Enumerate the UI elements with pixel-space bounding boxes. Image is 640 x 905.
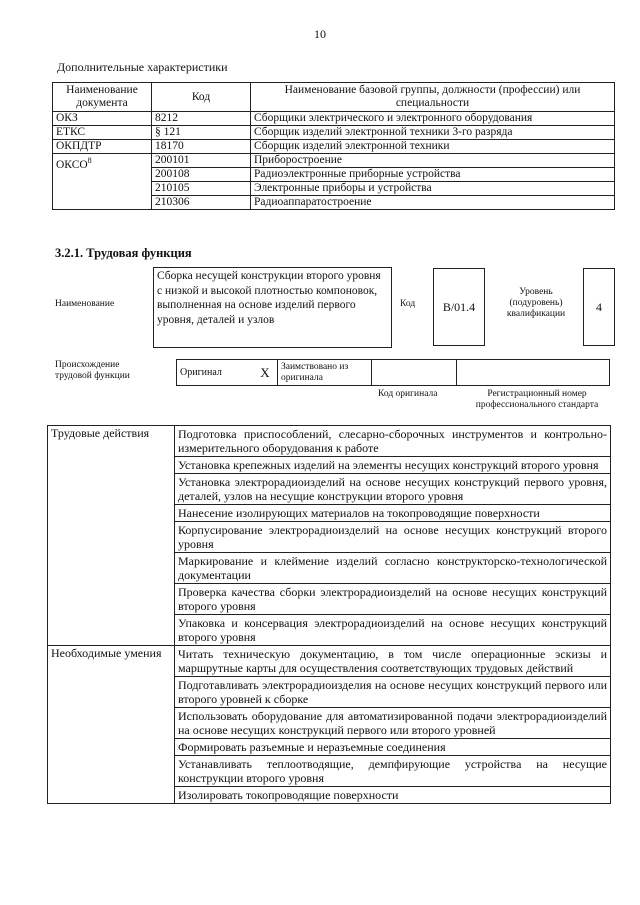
original-code-label: Код оригинала [378, 389, 438, 399]
additional-characteristics-table [52, 82, 615, 210]
original-code-cell [372, 360, 457, 386]
function-name-box: Сборка несущей конструкции второго уровня с низкой и высокой плотностью компоновок, выполненная на основе изделий первого уровня, деталей и узлов [153, 267, 392, 348]
cell-code: 200101 [152, 154, 251, 168]
cell-document: ОКЗ [53, 112, 152, 126]
cell-name: Радиоэлектронные приборные устройства [251, 168, 615, 182]
skill-item: Изолировать токопроводящие поверхности [175, 787, 611, 804]
cell-code: 210306 [152, 196, 251, 210]
skill-item: Подготавливать электрорадиоизделия на основе несущих конструкций первого или второго уровней к сборке [175, 677, 611, 708]
skills-label: Необходимые умения [48, 646, 175, 804]
action-item: Корпусирование электрорадиоизделий на основе несущих конструкций второго уровня [175, 522, 611, 553]
cell-name: Электронные приборы и устройства [251, 182, 615, 196]
skill-item: Формировать разъемные и неразъемные соединения [175, 739, 611, 756]
actions-label: Трудовые действия [48, 426, 175, 646]
reg-number-cell [457, 360, 610, 386]
section-title: 3.2.1. Трудовая функция [55, 246, 192, 260]
additional-characteristics-title: Дополнительные характеристики [57, 60, 228, 74]
action-item: Маркирование и клеймение изделий согласно конструкторско-технологической документации [175, 553, 611, 584]
cell-document: ЕТКС [53, 126, 152, 140]
cell-document: ОКПДТР [53, 140, 152, 154]
cell-code: 8212 [152, 112, 251, 126]
original-label: Оригинал [177, 360, 254, 386]
action-item: Подготовка приспособлений, слесарно-сборочных инструментов и контрольно-измерительного оборудования к работе [175, 426, 611, 457]
cell-name: Сборщики электрического и электронного оборудования [251, 112, 615, 126]
reg-number-label: Регистрационный номер профессионального стандарта [475, 389, 599, 410]
page-number: 10 [314, 27, 326, 41]
cell-name: Сборщик изделий электронной техники 3-го разряда [251, 126, 615, 140]
action-item: Проверка качества сборки электрорадиоизделий на основе несущих конструкций второго уровня [175, 584, 611, 615]
origin-table [176, 359, 610, 386]
table-row [53, 154, 615, 168]
level-label: Уровень (подуровень) квалификации [506, 287, 566, 319]
activities-table [47, 425, 611, 804]
action-item: Упаковка и консервация электрорадиоизделий на основе несущих конструкций второго уровня [175, 615, 611, 646]
original-mark: X [253, 360, 278, 386]
cell-code: 200108 [152, 168, 251, 182]
header-code: Код [152, 83, 251, 112]
header-name: Наименование базовой группы, должности (профессии) или специальности [251, 83, 615, 112]
cell-name: Приборостроение [251, 154, 615, 168]
skill-item: Устанавливать теплоотводящие, демпфирующие устройства на несущие конструкции второго уровня [175, 756, 611, 787]
action-item: Установка электрорадиоизделий на основе несущих конструкций первого уровня, деталей, узлов на несущие конструкции второго уровня [175, 474, 611, 505]
cell-document-okso [53, 154, 152, 210]
table-row [48, 426, 611, 457]
name-label: Наименование [55, 299, 115, 309]
table-row [48, 646, 611, 677]
cell-code: § 121 [152, 126, 251, 140]
action-item: Нанесение изолирующих материалов на токопроводящие поверхности [175, 505, 611, 522]
function-code-box: B/01.4 [433, 268, 485, 346]
cell-code: 210105 [152, 182, 251, 196]
table-row [53, 126, 615, 140]
action-item: Установка крепежных изделий на элементы несущих конструкций второго уровня [175, 457, 611, 474]
cell-code: 18170 [152, 140, 251, 154]
table-header-row [53, 83, 615, 112]
borrowed-label: Заимствовано из оригинала [278, 360, 372, 386]
skill-item: Читать техническую документацию, в том числе операционные эскизы и маршрутные карты для осуществления соответствующих трудовых действий [175, 646, 611, 677]
footnote-marker: 8 [87, 156, 92, 165]
table-row [53, 112, 615, 126]
origin-label: Происхождение трудовой функции [55, 360, 130, 381]
skill-item: Использовать оборудование для автоматизированной подачи электрорадиоизделий на основе несущих конструкций первого или второго уровней [175, 708, 611, 739]
cell-name: Радиоаппаратостроение [251, 196, 615, 210]
header-document: Наименование документа [53, 83, 152, 112]
okso-label: ОКСО [56, 158, 88, 171]
code-label: Код [400, 299, 416, 309]
level-box: 4 [583, 268, 615, 346]
table-row [53, 140, 615, 154]
cell-name: Сборщик изделий электронной техники [251, 140, 615, 154]
